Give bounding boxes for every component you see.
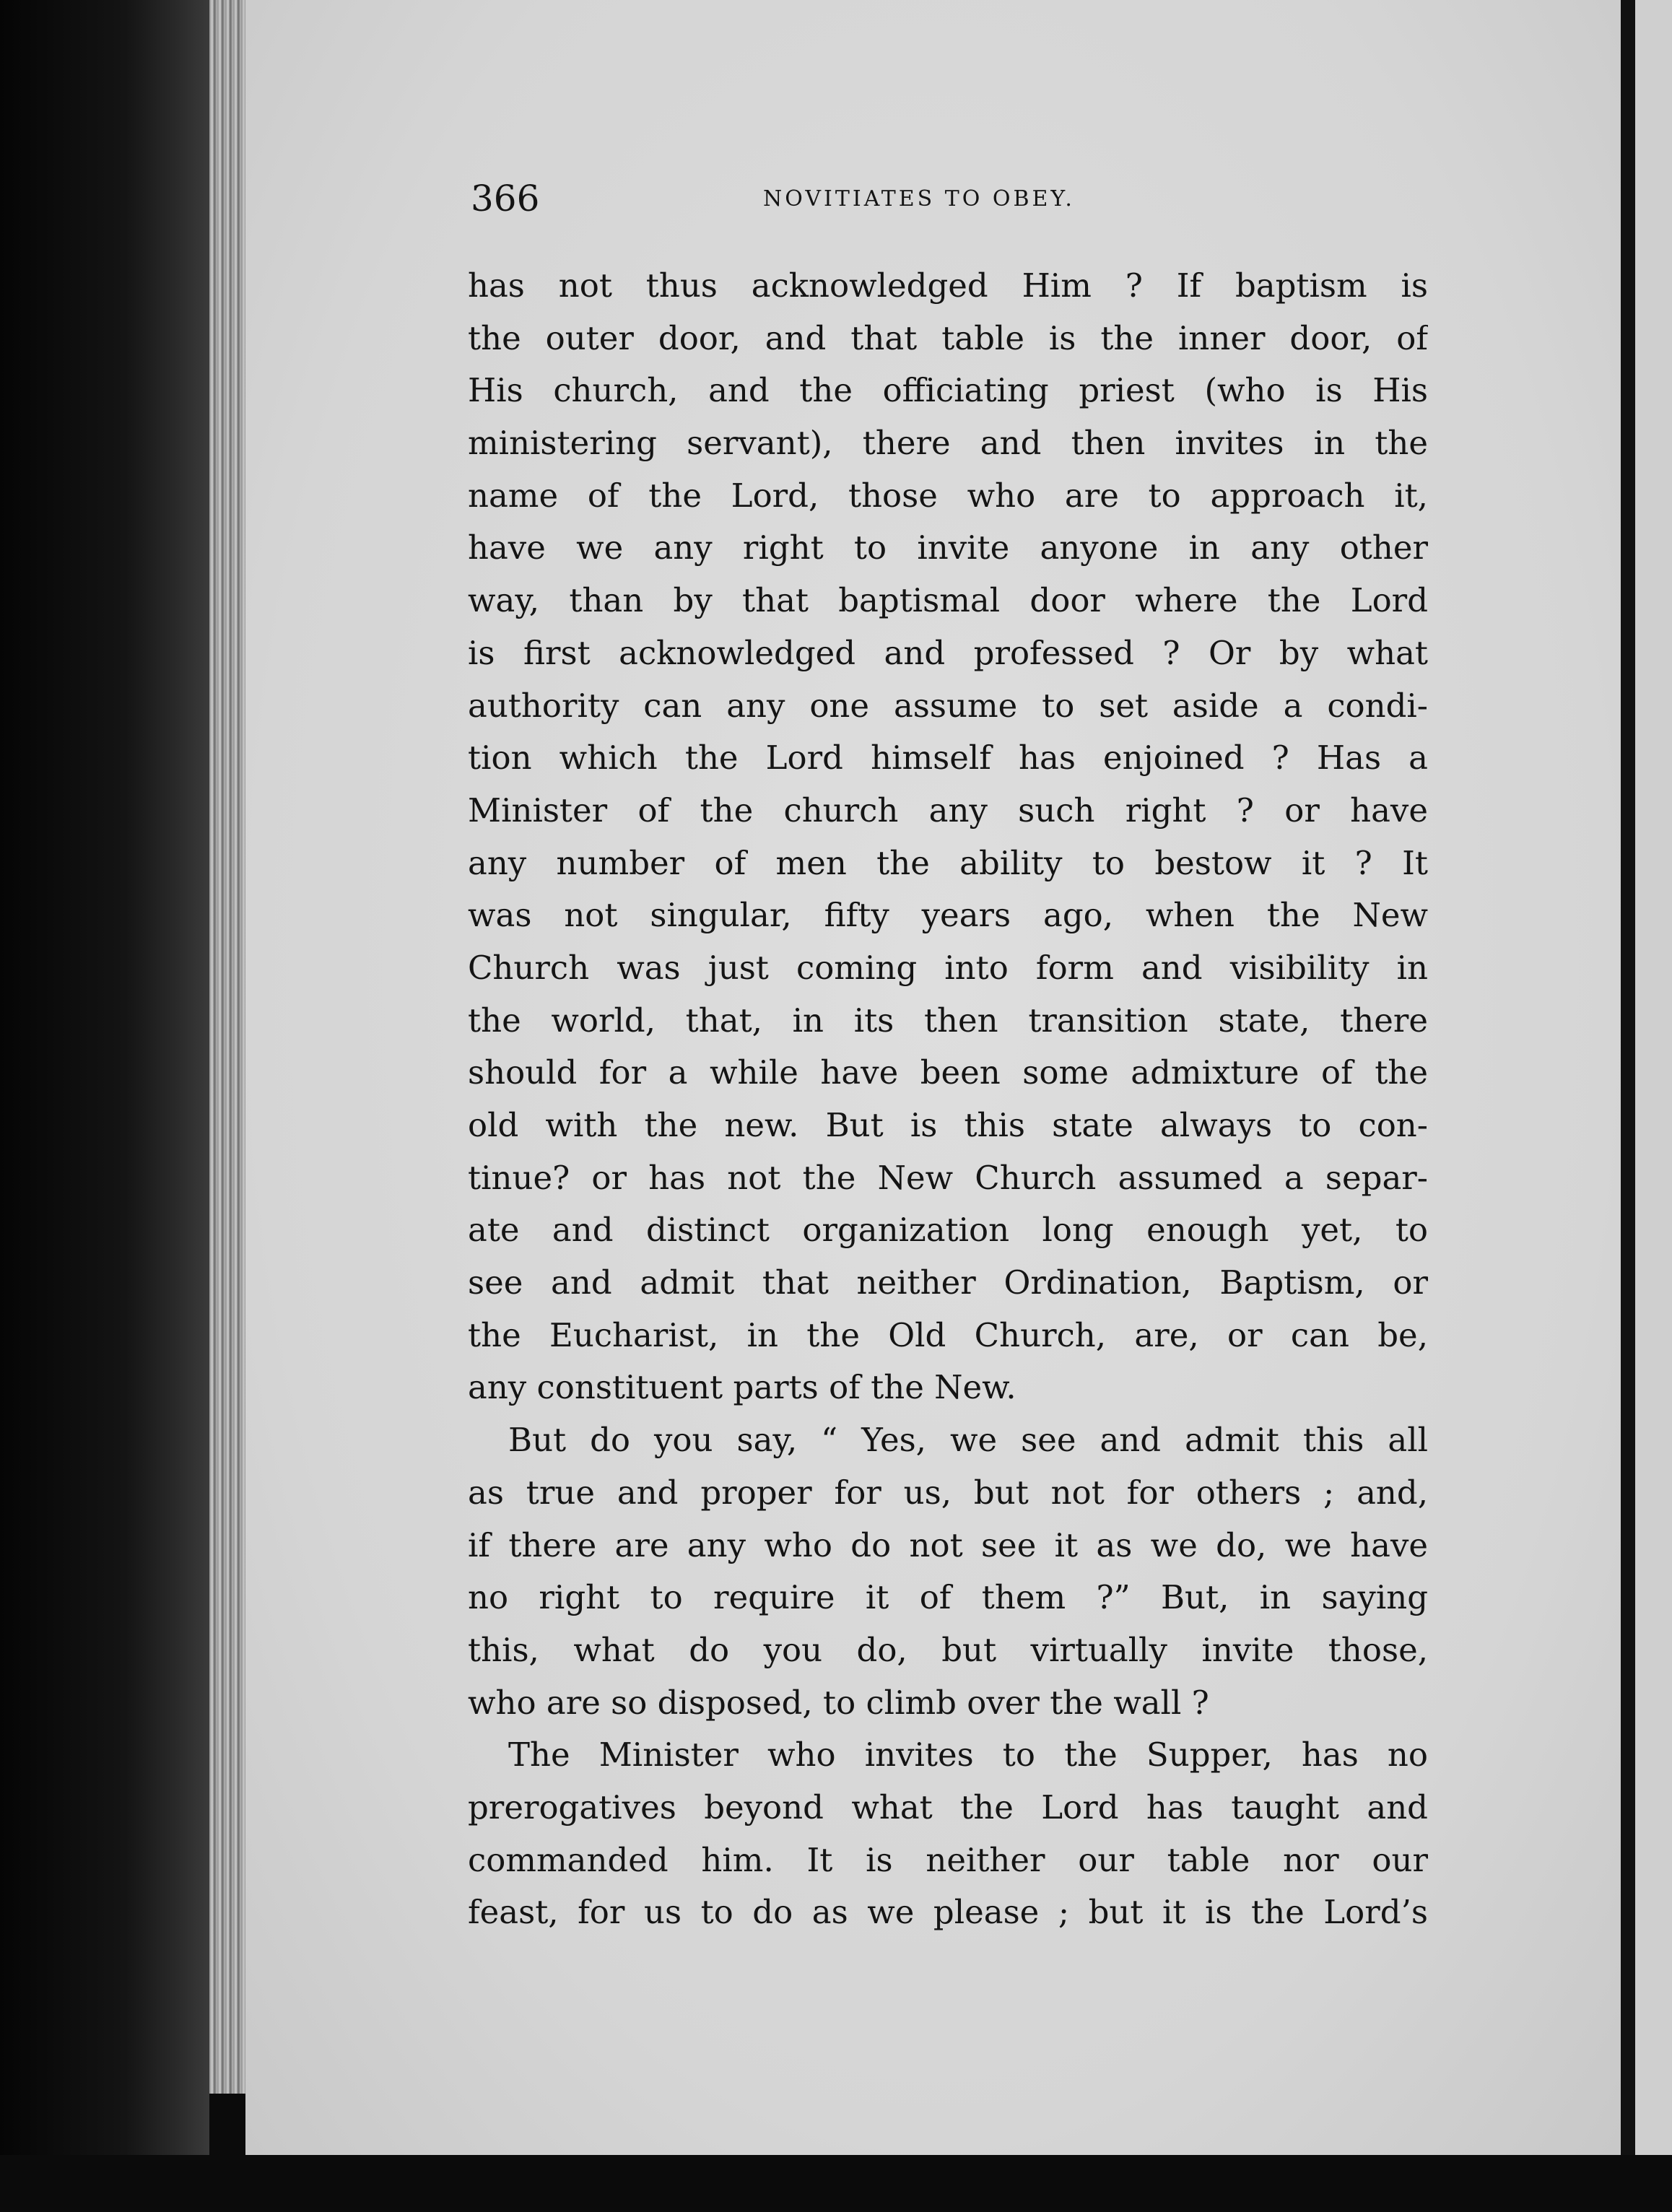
text-line: feast, for us to do as we please ; but it is the Lord’s (468, 1893, 1428, 1932)
adjacent-page-strip (1635, 0, 1672, 2159)
text-line: is first acknowledged and professed ? Or by what (468, 633, 1428, 672)
text-line: who are so disposed, to climb over the wall ? (468, 1683, 1209, 1722)
text-line: But do you say, “ Yes, we see and admit this all (508, 1421, 1428, 1460)
text-line: has not thus acknowledged Him ? If baptism is (468, 266, 1428, 305)
running-title: NOVITIATES TO OBEY. (763, 186, 1075, 212)
body-text (468, 260, 1428, 1939)
text-line: have we any right to invite anyone in any other (468, 528, 1428, 567)
book-binding (0, 0, 209, 2212)
text-line: was not singular, fifty years ago, when the New (468, 896, 1428, 935)
text-line: Church was just coming into form and visibility in (468, 948, 1428, 987)
running-head (471, 173, 1431, 224)
text-line: any number of men the ability to bestow it ? It (468, 843, 1428, 882)
text-line: tinue? or has not the New Church assumed a separ- (468, 1158, 1428, 1197)
text-line: the outer door, and that table is the inner door, of (468, 318, 1428, 357)
text-line: the world, that, in its then transition state, there (468, 1001, 1428, 1040)
text-line: ministering servant), there and then invites in the (468, 424, 1428, 463)
text-line: this, what do you do, but virtually invite those, (468, 1630, 1428, 1669)
text-line: The Minister who invites to the Supper, has no (508, 1736, 1428, 1775)
text-line: no right to require it of them ?” But, in saying (468, 1578, 1428, 1617)
text-line: way, than by that baptismal door where the Lord (468, 581, 1428, 620)
text-line: any constituent parts of the New. (468, 1368, 1016, 1407)
text-line: if there are any who do not see it as we do, we have (468, 1525, 1428, 1564)
text-line: His church, and the officiating priest (who is His (468, 371, 1428, 410)
bottom-shadow (0, 2155, 1672, 2212)
text-line: old with the new. But is this state always to con- (468, 1106, 1428, 1144)
text-line: prerogatives beyond what the Lord has taught and (468, 1788, 1428, 1826)
page-right-edge (1621, 0, 1635, 2159)
text-line: commanded him. It is neither our table nor our (468, 1840, 1428, 1879)
text-line: Minister of the church any such right ? or have (468, 791, 1428, 830)
text-line: the Eucharist, in the Old Church, are, or can be, (468, 1315, 1428, 1354)
text-line: authority can any one assume to set aside a condi- (468, 686, 1428, 725)
text-line: ate and distinct organization long enough yet, to (468, 1211, 1428, 1250)
text-line: as true and proper for us, but not for others ; and, (468, 1473, 1428, 1512)
text-line: see and admit that neither Ordination, Baptism, or (468, 1263, 1428, 1302)
text-line: should for a while have been some admixture of the (468, 1053, 1428, 1092)
text-line: tion which the Lord himself has enjoined ? Has a (468, 739, 1428, 778)
text-line: name of the Lord, those who are to approach it, (468, 476, 1428, 515)
page-number: 366 (471, 178, 540, 219)
